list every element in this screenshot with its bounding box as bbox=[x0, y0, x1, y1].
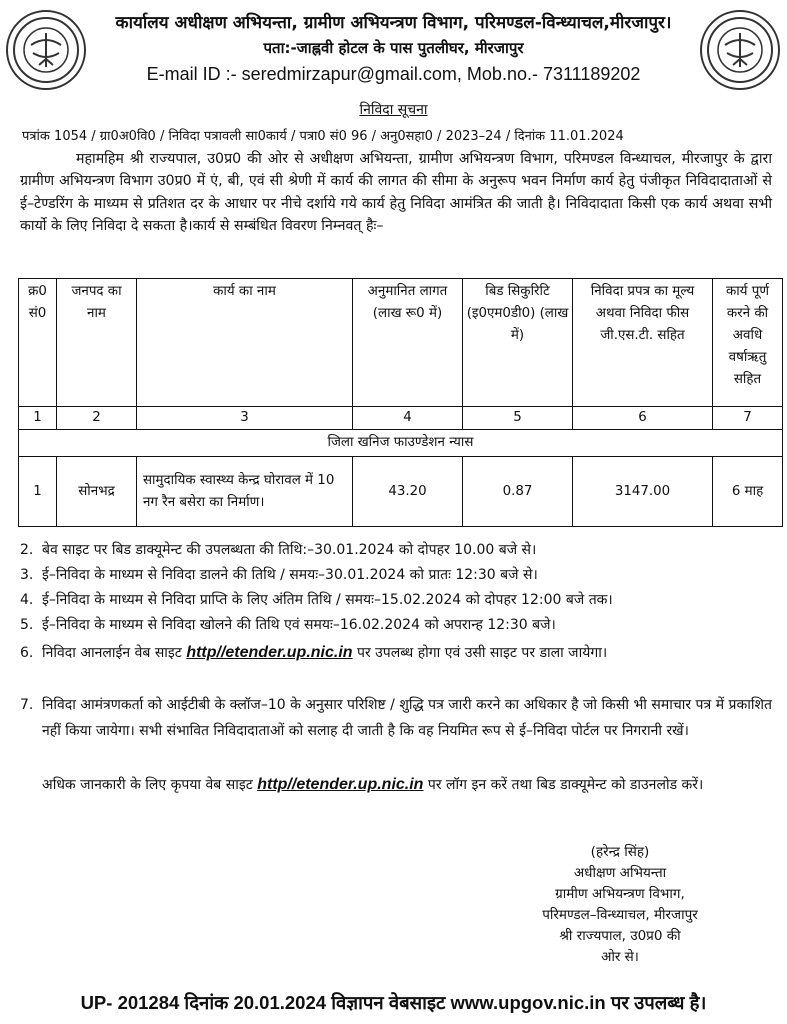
signatory-behalf-1: श्री राज्यपाल, उ0प्र0 की bbox=[559, 928, 681, 944]
cell-district: सोनभद्र bbox=[57, 457, 137, 527]
point-number: 2. bbox=[20, 542, 34, 558]
cell-completion-period: 6 माह bbox=[713, 457, 783, 527]
column-number: 1 bbox=[19, 407, 57, 430]
signatory-circle: परिमण्डल–विन्ध्याचल, मीरजापुर bbox=[542, 907, 698, 923]
col-header-completion-period: कार्य पूर्ण करने की अवधि वर्षाऋतु सहित bbox=[713, 279, 783, 407]
column-number: 4 bbox=[353, 407, 463, 430]
section-title: जिला खनिज फाउण्डेशन न्यास bbox=[19, 430, 783, 457]
cell-tender-fee: 3147.00 bbox=[573, 457, 713, 527]
point-2 bbox=[20, 537, 772, 563]
col-header-bid-security: बिड सिकुरिटि (इ0एम0डी0) (लाख में) bbox=[463, 279, 573, 407]
point-text: ई–निविदा के माध्यम से निविदा डालने की तिथि / समयः–30.01.2024 को प्रातः 12:30 बजे से। bbox=[42, 567, 538, 583]
cell-estimated-cost: 43.20 bbox=[353, 457, 463, 527]
signatory-name: (हरेन्द्र सिंह) bbox=[590, 844, 650, 860]
col-header-district: जनपद का नाम bbox=[57, 279, 137, 407]
point-text: निविदा आनलाईन वेब साइट bbox=[42, 645, 187, 661]
point-number: 5. bbox=[20, 617, 34, 633]
cell-serial: 1 bbox=[19, 457, 57, 527]
table-row bbox=[19, 457, 783, 527]
column-number: 7 bbox=[713, 407, 783, 430]
col-header-serial: क्र0 सं0 bbox=[19, 279, 57, 407]
point-7 bbox=[20, 692, 772, 744]
signatory-designation: अधीक्षण अभियन्ता bbox=[573, 865, 667, 881]
etender-link[interactable]: http//etender.up.nic.in bbox=[257, 776, 424, 793]
signatory-behalf-2: ओर से। bbox=[601, 949, 639, 965]
point-6 bbox=[20, 640, 772, 666]
notice-title: निविदा सूचना bbox=[359, 102, 428, 118]
col-header-tender-fee: निविदा प्रपत्र का मूल्य अथवा निविदा फीस जी.एस.टी. सहित bbox=[573, 279, 713, 407]
col-header-work-name: कार्य का नाम bbox=[137, 279, 353, 407]
etender-link[interactable]: http//etender.up.nic.in bbox=[186, 644, 353, 661]
point-text: बेव साइट पर बिड डाक्यूमेन्ट की उपलब्धता की तिथि:–30.01.2024 को दोपहर 10.00 बजे से। bbox=[42, 542, 537, 558]
column-number-row bbox=[19, 407, 783, 430]
point-number: 4. bbox=[20, 592, 34, 608]
cell-bid-security: 0.87 bbox=[463, 457, 573, 527]
point-number: 6. bbox=[20, 645, 34, 661]
footer-line: UP- 201284 दिनांक 20.01.2024 विज्ञापन वेबसाइट www.upgov.nic.in पर उपलब्ध है। bbox=[80, 992, 707, 1013]
point-5 bbox=[20, 612, 772, 638]
cell-work-name: सामुदायिक स्वास्थ्य केन्द्र घोरावल में 10 नग रैन बसेरा का निर्माण। bbox=[137, 457, 353, 527]
column-number: 2 bbox=[57, 407, 137, 430]
tender-table bbox=[18, 278, 783, 527]
table-header-row bbox=[19, 279, 783, 407]
more-info bbox=[42, 772, 772, 798]
office-contact: E-mail ID :- seredmirzapur@gmail.com, Mob.no.- 7311189202 bbox=[146, 64, 641, 84]
column-number: 3 bbox=[137, 407, 353, 430]
col-header-estimated-cost: अनुमानित लागत (लाख रू0 में) bbox=[353, 279, 463, 407]
signature-block bbox=[500, 842, 740, 968]
section-row bbox=[19, 430, 783, 457]
intro-paragraph: महामहिम श्री राज्यपाल, उ0प्र0 की ओर से अधीक्षण अभियन्ता, ग्रामीण अभियन्त्रण विभाग, परिमण्डल विन्ध्याचल, मीरजापुर के द्वारा ग्रामीण अभियन्त्रण विभाग उ0प्र0 में एं, बी, एवं सी श्रेणी में कार्य की लागत की सीमा के अनुरूप भवन निर्माण कार्य हेतु पंजीकृत निविदादाताओं से ई–टेण्डरिंग के माध्यम से प्रतिशत दर के आधार पर नीचे दर्शाये गये कार्य हेतु निविदा आमंत्रित की जाती है। निविदादाता किसी एक कार्य अथवा सभी कार्यो के लिए निविदा दे सकता है।कार्य से सम्बंधित विवरण निम्नवत् हैः– bbox=[20, 151, 772, 235]
signatory-dept: ग्रामीण अभियन्त्रण विभाग, bbox=[555, 886, 685, 902]
office-name: कार्यालय अधीक्षण अभियन्ता, ग्रामीण अभियन्त्रण विभाग, परिमण्डल-विन्ध्याचल,मीरजापुर। bbox=[115, 13, 672, 33]
point-number: 3. bbox=[20, 567, 34, 583]
point-text: पर उपलब्ध होगा एवं उसी साइट पर डाला जायेगा। bbox=[352, 645, 608, 661]
point-number: 7. bbox=[20, 697, 34, 713]
point-text: निविदा आमंत्रणकर्ता को आईटीबी के क्लॉज–10 के अनुसार परिशिष्ट / शुद्धि पत्र जारी करने का अधिकार है जो किसी भी समाचार पत्र में प्रकाशित नहीं किया जायेगा। सभी संभावित निविदादाताओं को सलाह दी जाती है कि वह नियमित रूप से ई–निविदा पोर्टल पर निगरानी रखें। bbox=[42, 697, 772, 739]
point-text: ई–निविदा के माध्यम से निविदा खोलने की तिथि एवं समयः–16.02.2024 को अपरान्ह 12:30 बजे। bbox=[42, 617, 556, 633]
reference-line: पत्रांक 1054 / ग्रा0अ0वि0 / निविदा पत्रावली सा0कार्य / पत्रा0 सं0 96 / अनु0सहा0 / 2023–24 / दिनांक 11.01.2024 bbox=[22, 129, 624, 144]
point-text: ई–निविदा के माध्यम से निविदा प्राप्ति के लिए अंतिम तिथि / समयः–15.02.2024 को दोपहर 12:00 बजे तक। bbox=[42, 592, 613, 608]
point-4 bbox=[20, 587, 772, 613]
column-number: 5 bbox=[463, 407, 573, 430]
point-3 bbox=[20, 562, 772, 588]
column-number: 6 bbox=[573, 407, 713, 430]
office-address: पता:-जाह्नवी होटल के पास पुतलीघर, मीरजापुर bbox=[263, 39, 524, 57]
point-text: अधिक जानकारी के लिए कृपया वेब साइट bbox=[42, 777, 258, 793]
point-text: पर लॉग इन करें तथा बिड डाक्यूमेन्ट को डाउनलोड करें। bbox=[423, 777, 704, 793]
